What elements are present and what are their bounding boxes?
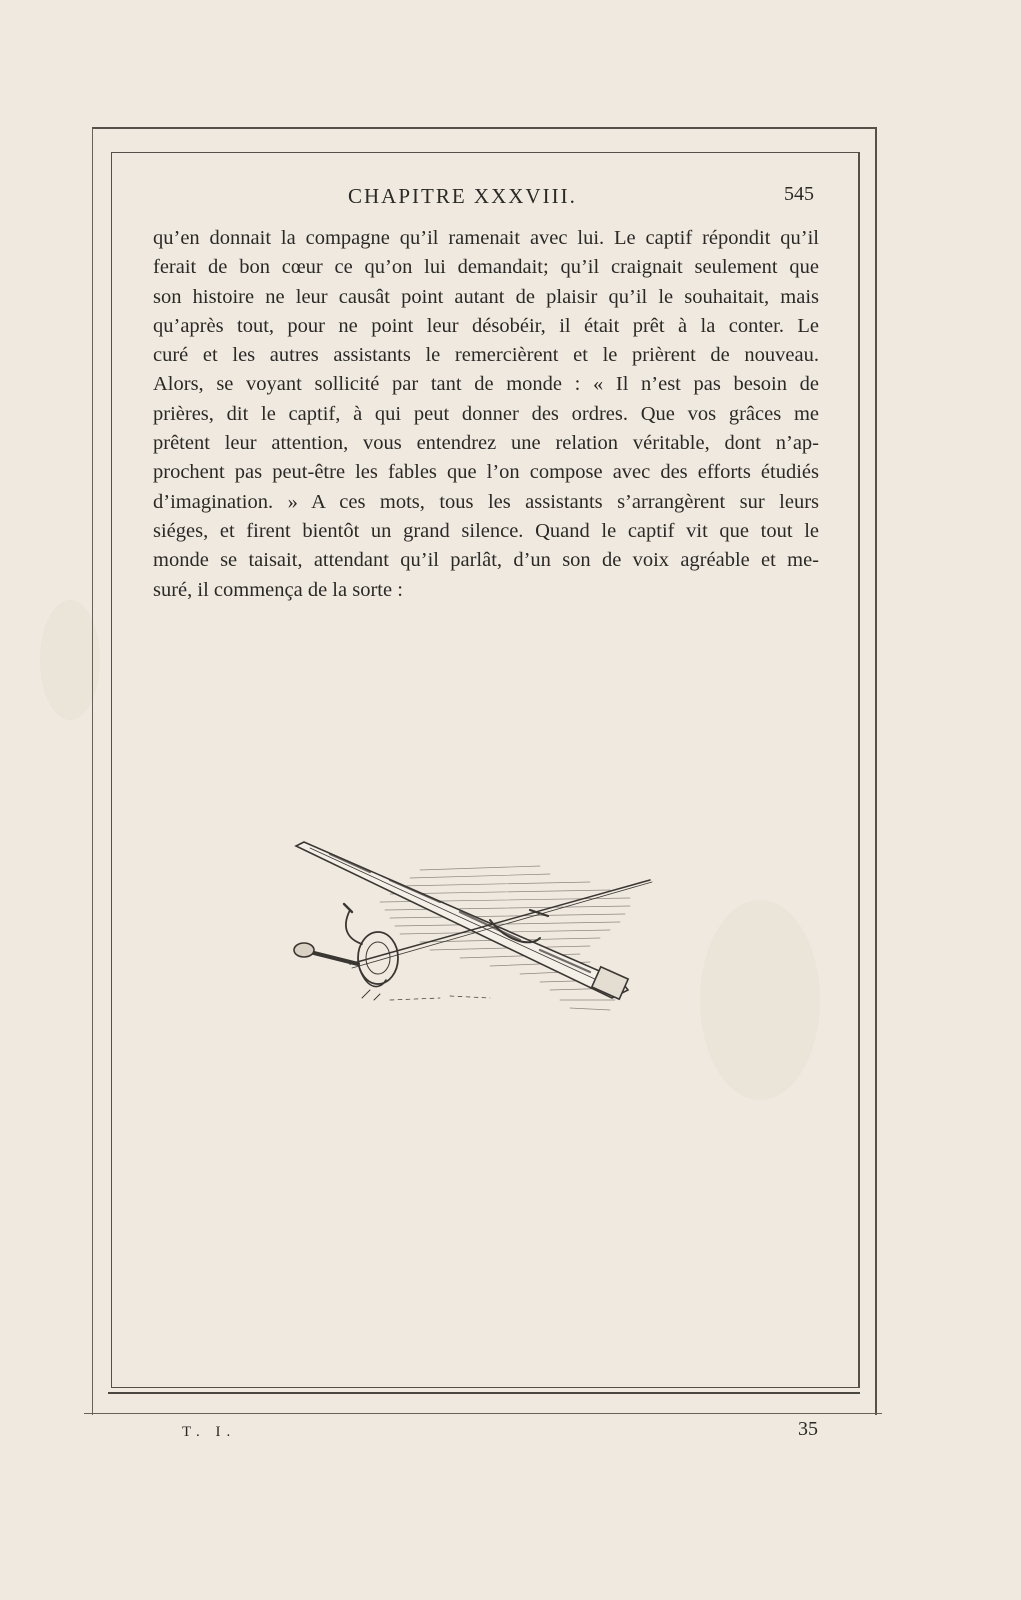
text-line: d’imagination. » A ces mots, tous les assistants s’arrangèrent sur leurs [153, 490, 819, 513]
outer-border-bottom [84, 1413, 882, 1414]
text-line: prochent pas peut-être les fables que l’on compose avec des efforts étudiés [153, 461, 819, 484]
crossed-swords-vignette [290, 840, 660, 1040]
text-line: son histoire ne leur causât point autant de plaisir qu’il le souhaitait, mais [153, 285, 819, 308]
running-head: CHAPITRE XXXVIII. [348, 184, 577, 208]
text-line: qu’après tout, pour ne point leur désobéir, il était prêt à la conter. Le [153, 314, 819, 337]
inner-border-bottom [108, 1392, 860, 1394]
text-line: qu’en donnait la compagne qu’il ramenait avec lui. Le captif répondit qu’il [153, 227, 819, 249]
text-line: prêtent leur attention, vous entendrez une relation véritable, dont n’ap- [153, 432, 819, 455]
text-line: ferait de bon cœur ce qu’on lui demandait; qu’il craignait seulement que [153, 256, 819, 279]
page-number: 545 [784, 183, 814, 205]
text-line: prières, dit le captif, à qui peut donner des ordres. Que vos grâces me [153, 402, 819, 425]
signature-mark: T. I. [182, 1424, 237, 1440]
text-line: Alors, se voyant sollicité par tant de monde : « Il n’est pas besoin de [153, 373, 819, 396]
text-line: suré, il commença de la sorte : [153, 578, 403, 601]
signature-number: 35 [798, 1418, 818, 1440]
text-line: curé et les autres assistants le remercièrent et le prièrent de nouveau. [153, 344, 819, 367]
text-line: siéges, et firent bientôt un grand silence. Quand le captif vit que tout le [153, 519, 819, 542]
body-text [153, 224, 819, 605]
text-line: monde se taisait, attendant qu’il parlât, d’un son de voix agréable et me- [153, 549, 819, 572]
